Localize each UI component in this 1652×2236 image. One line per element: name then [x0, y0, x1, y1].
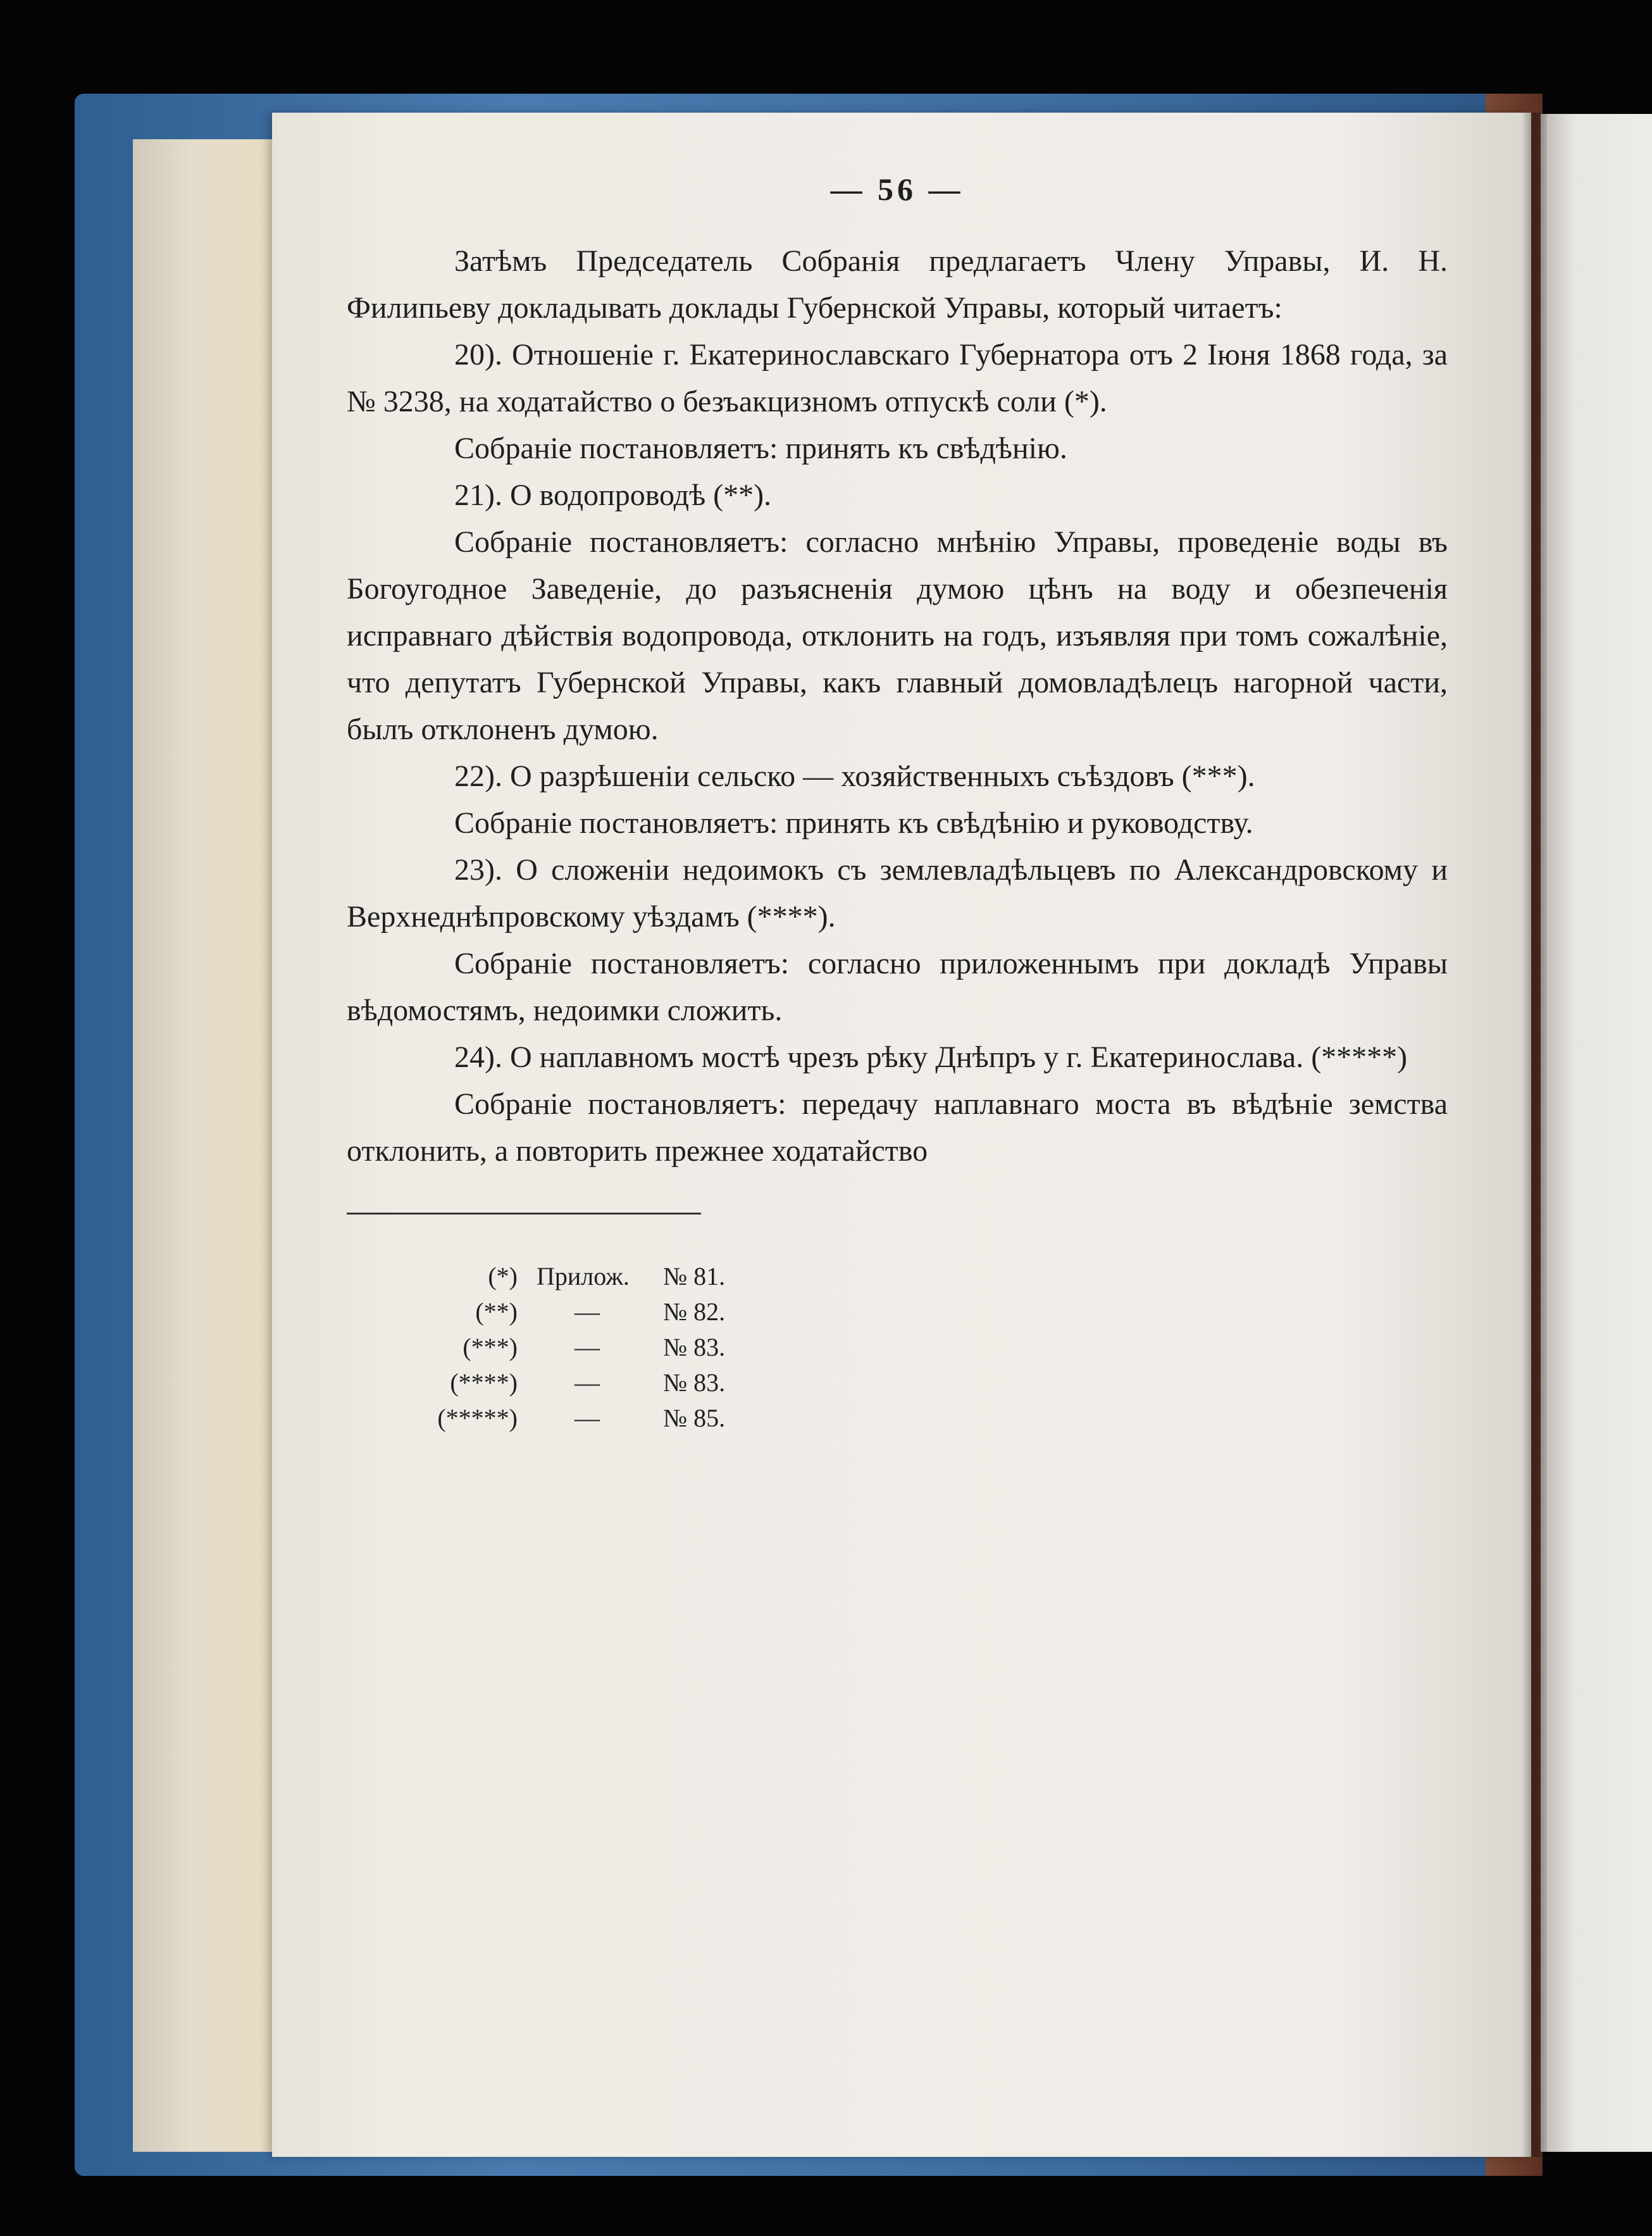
paragraph: Собраніе постановляетъ: согласно приложеннымъ при докладѣ Управы вѣдомостямъ, недоимки сложить. — [347, 947, 1448, 1027]
page-content — [347, 171, 1448, 1436]
footnote — [404, 1294, 1448, 1330]
footnote-number: № 82. — [663, 1297, 726, 1326]
page-number: — 56 — — [830, 172, 964, 207]
footnote-number: № 83. — [663, 1368, 726, 1397]
footnote-mark: (***) — [463, 1333, 518, 1361]
paragraph: Собраніе постановляетъ: передачу наплавнаго моста въ вѣдѣніе земства отклонить, а повторить прежнее ходатайство — [347, 1087, 1448, 1168]
paragraph: Собраніе постановляетъ: согласно мнѣнію Управы, проведеніе воды въ Богоугодное Заведеніе, до разъясненія думою цѣнъ на воду и обезпеченія исправнаго дѣйствія водопровода, отклонить на годъ, изъявляя при томъ сожалѣніе, что депутатъ Губернской Управы, какъ главный домовладѣлецъ нагорной части, былъ отклоненъ думою. — [347, 525, 1448, 746]
paragraph: 21). О водопроводѣ (**). — [454, 478, 772, 512]
facing-page — [1541, 114, 1652, 2152]
paragraph: 22). О разрѣшеніи сельско — хозяйственныхъ съѣздовъ (***). — [454, 759, 1255, 793]
footnote-mark: (**) — [475, 1297, 518, 1326]
paragraph: Затѣмъ Председатель Собранія предлагаетъ Члену Управы, И. Н. Филипьеву докладывать доклады Губернской Управы, который читаетъ: — [347, 244, 1448, 325]
footnote-label: — — [574, 1404, 600, 1432]
footnote-number: № 85. — [663, 1404, 726, 1432]
footnotes — [404, 1259, 1448, 1436]
body-text — [347, 238, 1448, 1175]
footnote-mark: (*) — [488, 1262, 518, 1290]
paragraph: 23). О сложеніи недоимокъ съ землевладѣльцевъ по Александровскому и Верхнеднѣпровскому уѣздамъ (****). — [347, 853, 1448, 934]
page-stack-edge — [133, 139, 278, 2152]
paragraph: 24). О наплавномъ мостѣ чрезъ рѣку Днѣпръ у г. Екатеринослава. (*****) — [454, 1040, 1408, 1074]
page-gutter — [1522, 113, 1547, 2157]
paragraph: Собраніе постановляетъ: принять къ свѣдѣнію и руководству. — [454, 806, 1253, 840]
footnote — [404, 1365, 1448, 1401]
paragraph: Собраніе постановляетъ: принять къ свѣдѣнію. — [454, 432, 1067, 465]
footnote-mark: (*****) — [437, 1404, 518, 1432]
footnote-separator — [347, 1213, 701, 1215]
footnote — [404, 1401, 1448, 1436]
footnote-mark: (****) — [450, 1368, 518, 1397]
footnote-number: № 83. — [663, 1333, 726, 1361]
footnote-number: № 81. — [663, 1262, 726, 1290]
footnote-label: — — [574, 1333, 600, 1361]
footnote-label: — — [574, 1297, 600, 1326]
footnote — [404, 1330, 1448, 1365]
paragraph: 20). Отношеніе г. Екатеринославскаго Губернатора отъ 2 Іюня 1868 года, за № 3238, на ходатайство о безъакцизномъ отпускѣ соли (*). — [347, 338, 1448, 418]
footnote-label: Прилож. — [537, 1262, 630, 1290]
footnote — [404, 1259, 1448, 1294]
footnote-label: — — [574, 1368, 600, 1397]
